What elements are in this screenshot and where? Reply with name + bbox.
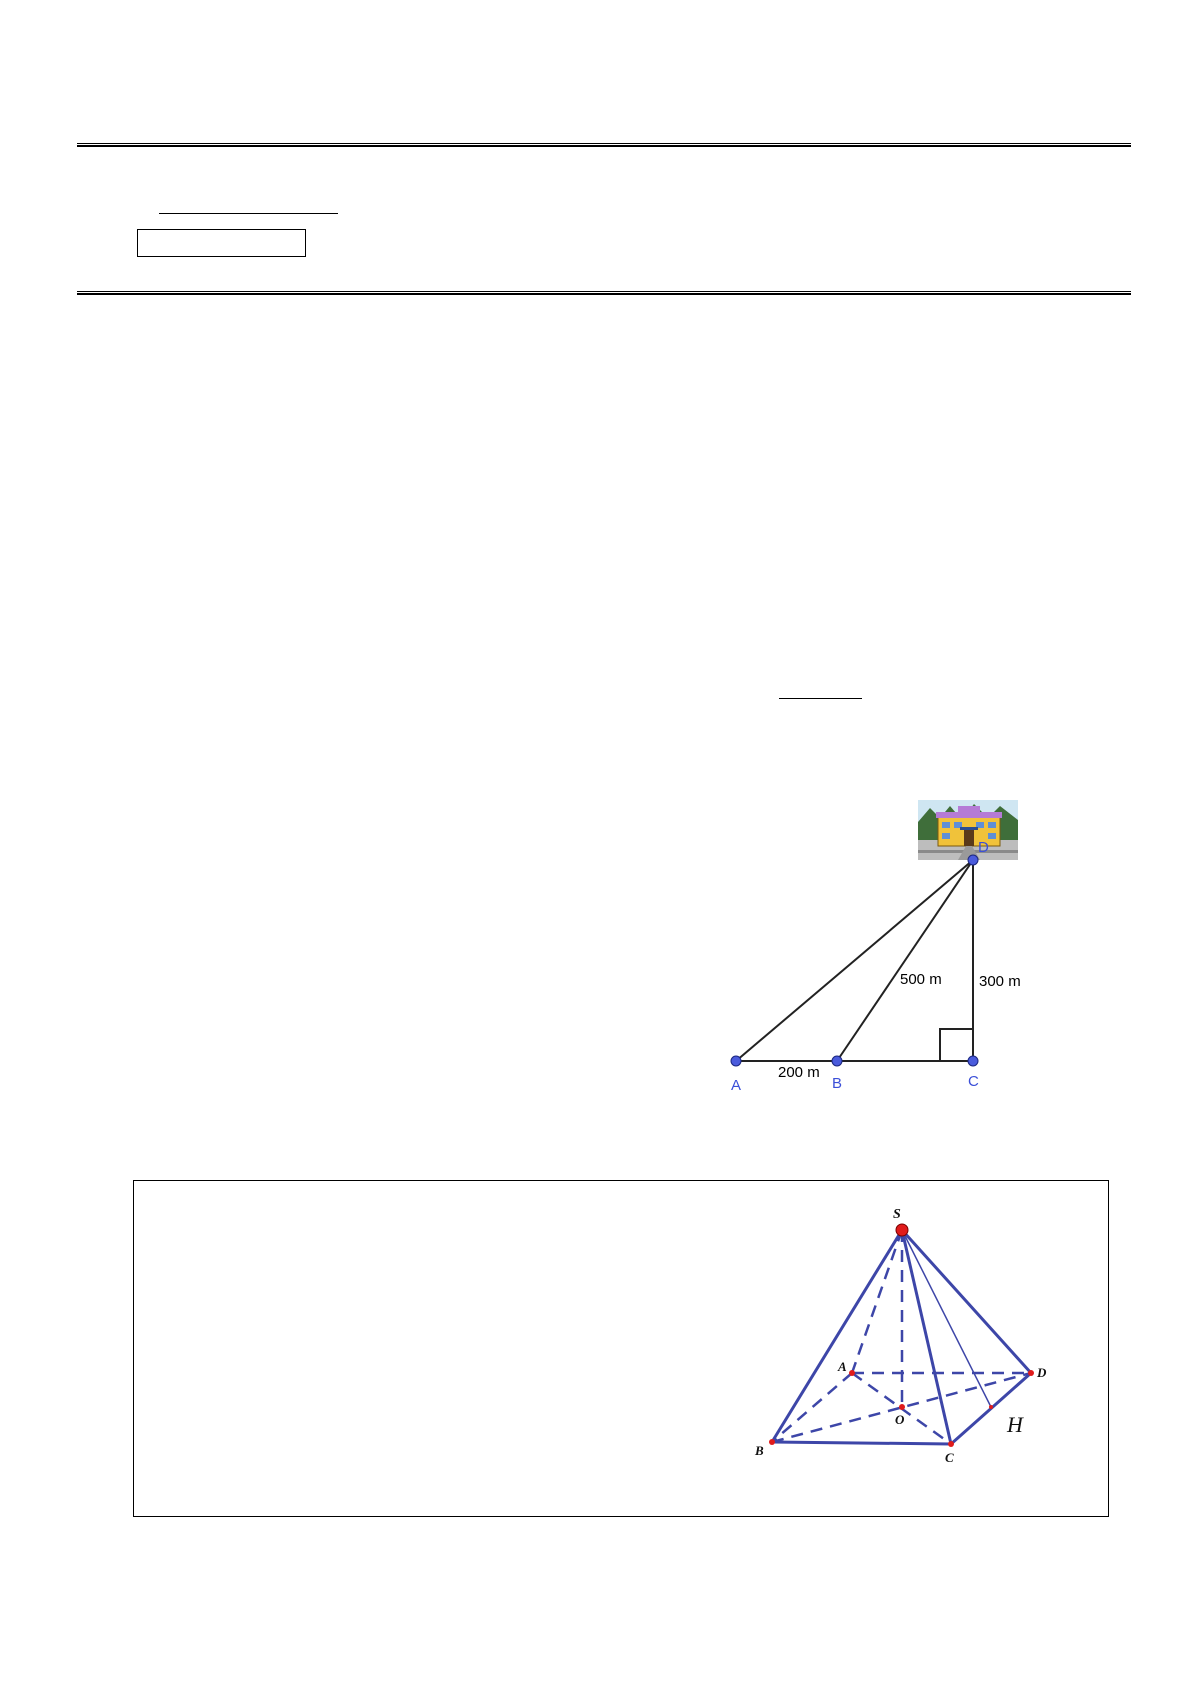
segment-AD	[736, 860, 973, 1061]
label-C: C	[945, 1450, 954, 1465]
triangle-figure	[720, 790, 1040, 1100]
point-C	[948, 1441, 954, 1447]
blank-underline-short	[779, 698, 862, 699]
point-A	[849, 1370, 855, 1376]
point-H	[989, 1405, 993, 1409]
edge-SC	[902, 1230, 951, 1444]
label-O: O	[895, 1412, 905, 1427]
edge-BC	[772, 1442, 951, 1444]
label-D: D	[978, 839, 989, 856]
point-D	[968, 855, 978, 865]
label-B: B	[832, 1075, 843, 1092]
label-A: A	[731, 1077, 742, 1094]
label-C: C	[968, 1073, 979, 1090]
point-C	[968, 1056, 978, 1066]
length-AB: 200 m	[778, 1064, 820, 1081]
point-B	[769, 1439, 775, 1445]
blank-boxed-field	[137, 229, 306, 257]
edge-SB	[772, 1230, 902, 1442]
header-bottom-rule	[77, 291, 1131, 295]
right-angle-marker	[940, 1029, 973, 1061]
header-top-rule	[77, 143, 1131, 147]
edge-SD	[902, 1230, 1031, 1373]
length-DC: 300 m	[979, 973, 1021, 990]
pyramid-figure	[745, 1200, 1065, 1490]
point-S	[896, 1224, 908, 1236]
label-A: A	[838, 1359, 847, 1374]
point-A	[731, 1056, 741, 1066]
segment-SH	[902, 1230, 991, 1407]
blank-underline-field	[159, 213, 338, 214]
segment-BD	[837, 860, 973, 1061]
label-B: B	[755, 1443, 764, 1458]
point-B	[832, 1056, 842, 1066]
label-D: D	[1037, 1365, 1047, 1380]
label-S: S	[893, 1207, 901, 1222]
label-H: H	[1007, 1412, 1023, 1437]
point-D	[1028, 1370, 1034, 1376]
point-O	[899, 1404, 905, 1410]
length-BD: 500 m	[900, 971, 942, 988]
